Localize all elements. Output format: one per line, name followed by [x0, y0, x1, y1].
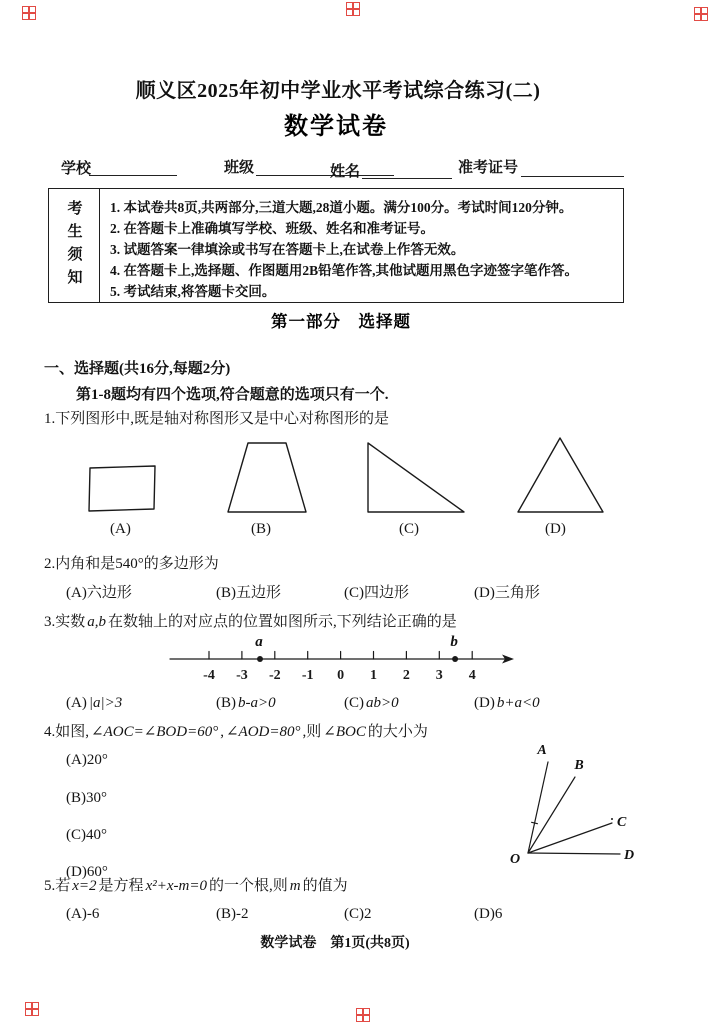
q1-shape-rectangle — [89, 466, 155, 511]
name-blank-line — [362, 178, 452, 179]
registration-mark-icon — [694, 7, 708, 21]
q4-stem — [44, 720, 428, 741]
q5-stem-math: m — [289, 878, 301, 894]
dot-mark — [611, 818, 613, 820]
q1-stem: 1.下列图形中,既是轴对称图形又是中心对称图形的是 — [44, 411, 390, 427]
point-b-dot — [452, 656, 458, 662]
exam-number-blank-line — [521, 176, 624, 177]
point-a-dot — [257, 656, 263, 662]
page-footer: 数学试卷 第1页(共8页) — [260, 936, 410, 951]
q3-option-d: (D) b+a<0 — [474, 695, 540, 711]
q4-stem-text: 4.如图, — [44, 724, 90, 740]
q2-option-d: (D)三角形 — [474, 585, 540, 601]
q1-shape-isosceles-triangle — [518, 438, 603, 512]
registration-mark-icon — [22, 6, 36, 20]
notice-item: 4. 在答题卡上,选择题、作图题用2B铅笔作答,其他试题用黑色字迹签字笔作答。 — [110, 263, 579, 278]
numberline-tick-label: -4 — [203, 668, 215, 683]
q3-option-a: (A) |a|>3 — [66, 695, 123, 711]
name-field-label: 姓名 — [330, 164, 361, 180]
numberline-tick-label: -3 — [236, 668, 248, 683]
numberline-tick-label: -1 — [301, 668, 314, 683]
part1-heading: 第一部分 选择题 — [271, 312, 411, 331]
ray-OC — [528, 823, 612, 853]
q2-option-c: (C)四边形 — [344, 585, 409, 601]
q3-stem — [44, 610, 457, 631]
q5-option-a: (A)-6 — [66, 906, 100, 922]
notice-item: 5. 考试结束,将答题卡交回。 — [110, 284, 276, 299]
exam-number-field-label: 准考证号 — [458, 160, 519, 176]
label-C: C — [617, 815, 627, 830]
q4-stem-text: , — [220, 724, 224, 740]
numberline-tick-label: -2 — [268, 668, 281, 683]
ray-OD — [528, 853, 620, 854]
q4-stem-math: ∠BOC — [323, 724, 366, 740]
q2-option-b: (B)五边形 — [216, 585, 281, 601]
q5-stem-math: x²+x-m=0 — [145, 878, 207, 894]
q4-stem-math: ∠AOD=80° — [225, 724, 301, 740]
ray-OA — [528, 762, 548, 853]
q5-stem-text: 是方程 — [98, 878, 144, 894]
q3-numberline-figure — [158, 634, 523, 692]
numberline-tick-label: 1 — [370, 668, 377, 683]
q1-label-c: (C) — [399, 521, 419, 537]
numberline-tick-label: 3 — [435, 668, 443, 683]
notice-item: 2. 在答题卡上准确填写学校、班级、姓名和准考证号。 — [110, 221, 434, 236]
point-b-label: b — [450, 634, 458, 650]
q5-option-c: (C)2 — [344, 906, 372, 922]
q4-option-d: (D)60° — [66, 864, 108, 880]
q2-stem: 2.内角和是540°的多边形为 — [44, 556, 219, 572]
notice-items — [100, 189, 623, 302]
label-A: A — [537, 743, 547, 758]
point-a-label: a — [255, 634, 263, 650]
numberline-tick-label: 2 — [402, 668, 410, 683]
q1-label-d: (D) — [545, 521, 566, 537]
q5-stem-text: 5.若 — [44, 878, 71, 894]
q3-stem-math: a,b — [87, 614, 107, 630]
label-B: B — [574, 758, 584, 773]
notice-item: 3. 试题答案一律填涂或书写在答题卡上,在试卷上作答无效。 — [110, 242, 465, 257]
q4-angle-diagram — [502, 740, 652, 870]
q4-option-b: (B)30° — [66, 790, 107, 806]
notice-box — [48, 188, 624, 303]
notice-item: 1. 本试卷共8页,共两部分,三道大题,28道小题。满分100分。考试时间120分钟。 — [110, 200, 573, 215]
q2-option-a: (A)六边形 — [66, 585, 132, 601]
tick-mark — [532, 822, 538, 823]
q3-option-c: (C) ab>0 — [344, 695, 399, 711]
q3-stem-post: 在数轴上的对应点的位置如图所示,下列结论正确的是 — [108, 614, 457, 630]
q4-option-c: (C)40° — [66, 827, 107, 843]
registration-mark-icon — [356, 1008, 370, 1022]
q5-option-b: (B)-2 — [216, 906, 249, 922]
exam-title: 顺义区2025年初中学业水平考试综合练习(二) — [135, 80, 541, 102]
q1-shape-trapezoid — [228, 443, 306, 512]
registration-mark-icon — [346, 2, 360, 16]
q4-stem-text: ,则 — [302, 724, 322, 740]
q1-shapes-figure — [60, 434, 620, 518]
q3-option-b: (B) b-a>0 — [216, 695, 276, 711]
section-note: 第1-8题均有四个选项,符合题意的选项只有一个. — [76, 387, 389, 403]
q4-stem-math: ∠AOC=∠BOD=60° — [91, 724, 219, 740]
label-D: D — [624, 848, 635, 863]
q1-label-b: (B) — [251, 521, 271, 537]
q5-stem-text: 的值为 — [302, 878, 348, 894]
section-title: 一、选择题(共16分,每题2分) — [44, 361, 231, 377]
q1-label-a: (A) — [110, 521, 131, 537]
q5-stem-text: 的一个根,则 — [208, 878, 288, 894]
q5-stem-math: x=2 — [72, 878, 97, 894]
numberline-tick-label: 4 — [468, 668, 476, 683]
notice-side-label: 考生须知 — [49, 189, 100, 302]
school-field-label: 学校 — [61, 161, 92, 177]
school-blank-line — [89, 175, 177, 176]
registration-mark-icon — [25, 1002, 39, 1016]
subject-title: 数学试卷 — [284, 114, 388, 140]
q3-stem-pre: 3.实数 — [44, 614, 86, 630]
q4-stem-text: 的大小为 — [367, 724, 428, 740]
ray-OB — [528, 777, 575, 853]
q1-shape-right-triangle — [368, 443, 464, 512]
q5-stem — [44, 874, 348, 895]
q4-option-a: (A)20° — [66, 752, 108, 768]
label-O: O — [510, 852, 521, 867]
class-field-label: 班级 — [224, 160, 255, 176]
numberline-tick-label: 0 — [337, 668, 345, 683]
class-blank-line — [256, 175, 394, 176]
q5-option-d: (D)6 — [474, 906, 503, 922]
